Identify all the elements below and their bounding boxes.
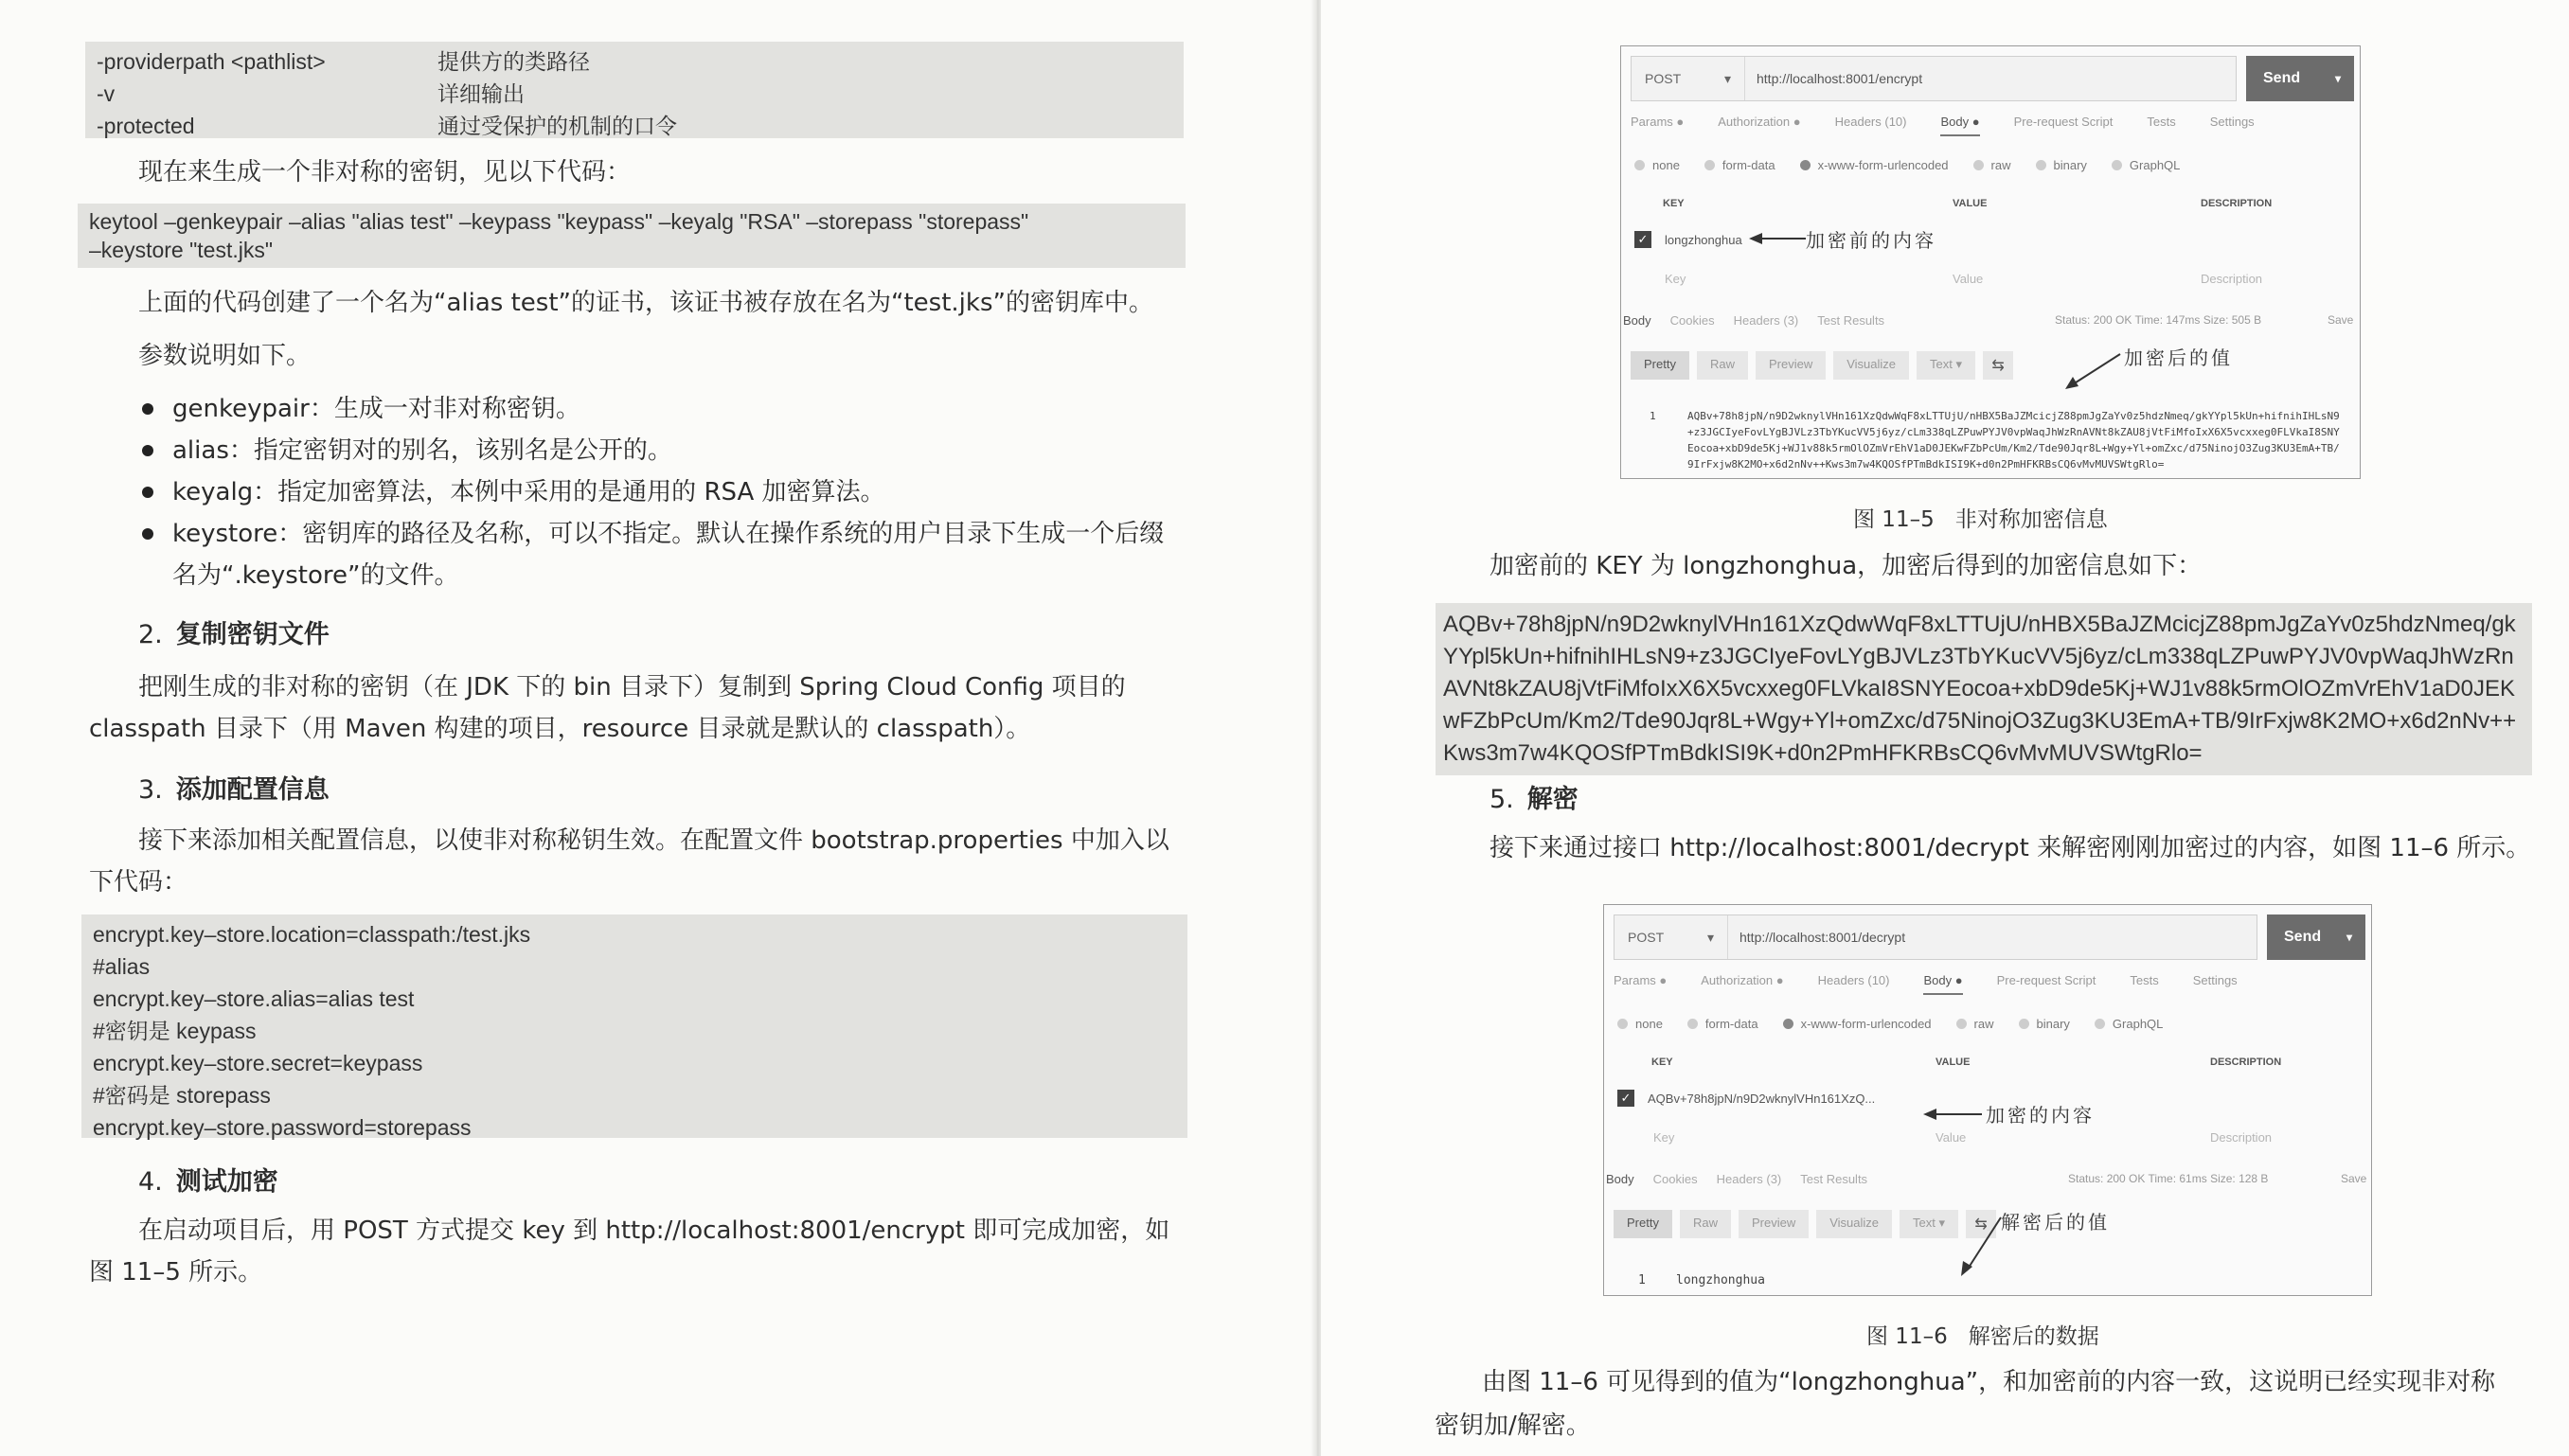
tab-pre-request-script[interactable]: Pre-request Script [1996, 973, 2096, 987]
radio-urlencoded[interactable]: x-www-form-urlencoded [1800, 158, 1949, 172]
radio-form-data[interactable]: form-data [1704, 158, 1775, 172]
send-button[interactable] [2267, 914, 2365, 960]
description-placeholder[interactable]: Description [2201, 272, 2263, 286]
column-header-value: VALUE [1936, 1056, 1971, 1068]
section-heading [138, 613, 330, 650]
radio-none[interactable]: none [1617, 1017, 1663, 1031]
paragraph: classpath 目录下（用 Maven 构建的项目，resource 目录就是默认的 classpath）。 [89, 715, 1031, 743]
list-item-text: keystore：密钥库的路径及名称，可以不指定。默认在操作系统的用户目录下生成一个后缀 [172, 520, 1165, 548]
option-flag: -v [97, 81, 116, 106]
paragraph: 下代码： [89, 868, 188, 897]
option-desc: 通过受保护的机制的口令 [437, 114, 677, 138]
radio-binary[interactable]: binary [2019, 1017, 2070, 1031]
tab-response-body[interactable]: Body [1606, 1172, 1634, 1186]
save-response-button[interactable]: Save [2328, 313, 2354, 327]
response-status: Status: 200 OK Time: 147ms Size: 505 B [2055, 313, 2262, 327]
figure-number: 图 11–6 [1866, 1324, 1948, 1349]
heading-text: 复制密钥文件 [175, 620, 330, 649]
keytool-code-block [78, 204, 1186, 268]
value-placeholder[interactable]: Value [1936, 1130, 1967, 1145]
method-select[interactable] [1632, 57, 1745, 100]
figure-caption [1853, 502, 2108, 533]
annotation-decrypted-value: 解密后的值 [2001, 1211, 2110, 1234]
request-tabs [1631, 115, 2289, 136]
format-select[interactable]: Text ▾ [1900, 1210, 1958, 1238]
paragraph: 由图 11–6 可见得到的值为“longzhonghua”，和加密前的内容一致，这说明已经实现非对称 [1482, 1368, 2496, 1396]
tab-test-results[interactable]: Test Results [1800, 1172, 1868, 1186]
annotation-encrypted-content: 加密的内容 [1986, 1104, 2095, 1127]
annotation-before-encryption: 加密前的内容 [1806, 229, 1936, 252]
tab-params[interactable]: Params ● [1614, 973, 1668, 987]
column-header-description: DESCRIPTION [2201, 198, 2273, 209]
response-status: Status: 200 OK Time: 61ms Size: 128 B [2068, 1172, 2269, 1185]
chevron-down-icon: ▾ [2334, 72, 2341, 85]
view-visualize[interactable]: Visualize [1816, 1210, 1892, 1238]
encrypted-text-block: AQBv+78h8jpN/n9D2wknylVHn161XzQdwWqF8xLTTUjU/nHBX5BaJZMcicjZ88pmJgZaYv0z5hdzNmeq/gkYYpl5kUn+hifnihIHLsN9+z3JGCIyeFovLYgBJVLz3TbYKucVV5j6yz/cLm338qLZPuwPYJV0vpWaqJhWzRnAVNt8kZAU8jVtFiMfoIxX6X5vcxxeg0FLVkaI8SNYEocoa+xbD9de5Kj+WJ1v88k5rmOlOZmVrEhV1aD0JEKwFZbPcUm/Km2/Tde90Jqr8L+Wgy+Yl+omZxc/d75NinojO3Zug3KU3EmA+TB/9IrFxjw8K2MO+x6d2nNv++Kws3m7w4KQOSfPTmBdkISI9K+d0n2PmHFKRBsCQ6vMvMUVSWtgRlo= [1436, 603, 2532, 775]
response-tabs [1606, 1172, 1886, 1186]
radio-raw[interactable]: raw [1956, 1017, 1994, 1031]
heading-number: 3. [138, 775, 163, 805]
tab-test-results[interactable]: Test Results [1817, 313, 1885, 328]
send-label: Send [2263, 70, 2301, 86]
tab-headers[interactable]: Headers (10) [1834, 115, 1907, 129]
list-item: genkeypair：生成一对非对称密钥。 [136, 388, 1164, 430]
method-label: POST [1628, 930, 1665, 945]
option-desc: 提供方的类路径 [437, 49, 590, 74]
checkbox-checked-icon[interactable]: ✓ [1634, 231, 1651, 248]
response-body [1650, 408, 2341, 472]
request-tabs [1614, 973, 2272, 995]
tab-body[interactable]: Body ● [1940, 115, 1979, 136]
heading-text: 测试加密 [175, 1167, 278, 1197]
tab-body[interactable]: Body ● [1923, 973, 1962, 995]
list-item: alias：指定密钥对的别名，该别名是公开的。 [136, 430, 1164, 471]
send-label: Send [2284, 929, 2322, 945]
option-flag: -protected [97, 114, 195, 138]
figure-number: 图 11–5 [1853, 507, 1935, 532]
url-bar [1631, 56, 2237, 101]
method-label: POST [1645, 71, 1682, 86]
heading-text: 解密 [1526, 785, 1579, 814]
tab-settings[interactable]: Settings [2209, 115, 2255, 129]
checkbox-checked-icon[interactable]: ✓ [1617, 1090, 1634, 1107]
tab-response-headers[interactable]: Headers (3) [1716, 1172, 1782, 1186]
tab-cookies[interactable]: Cookies [1669, 313, 1715, 328]
chevron-down-icon: ▾ [1706, 929, 1714, 945]
view-preview[interactable]: Preview [1739, 1210, 1809, 1238]
paragraph: 现在来生成一个非对称的密钥，见以下代码： [138, 158, 632, 186]
options-code-block [85, 42, 1184, 138]
code-line: #密钥是 keypass [93, 1019, 257, 1043]
code-line: encrypt.key–store.password=storepass [93, 1115, 472, 1140]
save-response-button[interactable]: Save [2341, 1172, 2367, 1185]
paragraph: 参数说明如下。 [138, 342, 312, 370]
param-key[interactable]: AQBv+78h8jpN/n9D2wknylVHn161XzQ... [1648, 1091, 1876, 1106]
parameter-list [136, 388, 1164, 596]
view-raw[interactable]: Raw [1680, 1210, 1731, 1238]
paragraph: 接下来添加相关配置信息，以使非对称秘钥生效。在配置文件 bootstrap.properties 中加入以 [138, 826, 1169, 855]
list-item [136, 513, 1164, 596]
code-line: encrypt.key–store.alias=alias test [93, 986, 415, 1011]
paragraph: 密钥加/解密。 [1435, 1412, 1591, 1440]
arrow-icon [1959, 1216, 2003, 1278]
chevron-down-icon: ▾ [2346, 931, 2352, 944]
tab-settings[interactable]: Settings [2192, 973, 2238, 987]
section-heading [138, 769, 330, 806]
key-value-row [1617, 1090, 1875, 1107]
code-line: keytool –genkeypair –alias "alias test" –keypass "keypass" –keyalg "RSA" –storepass "storepass" [89, 209, 1029, 234]
body-type-radios [1617, 1017, 2187, 1031]
tab-response-headers[interactable]: Headers (3) [1733, 313, 1799, 328]
response-text: longzhonghua [1676, 1273, 1765, 1287]
key-placeholder[interactable]: Key [1665, 272, 1686, 286]
body-type-radios [1634, 158, 2204, 172]
key-placeholder[interactable]: Key [1653, 1130, 1675, 1145]
radio-none[interactable]: none [1634, 158, 1680, 172]
value-placeholder[interactable]: Value [1953, 272, 1984, 286]
radio-form-data[interactable]: form-data [1687, 1017, 1758, 1031]
tab-authorization[interactable]: Authorization ● [1701, 973, 1784, 987]
code-line: #alias [93, 954, 151, 979]
view-preview[interactable]: Preview [1756, 351, 1826, 380]
arrow-icon [1749, 232, 1808, 245]
code-line: #密码是 storepass [93, 1083, 271, 1108]
column-header-description: DESCRIPTION [2210, 1056, 2282, 1068]
response-view-bar [1631, 351, 2021, 380]
send-button[interactable] [2246, 56, 2354, 101]
view-raw[interactable]: Raw [1697, 351, 1748, 380]
radio-graphql[interactable]: GraphQL [2095, 1017, 2163, 1031]
option-row [97, 110, 1172, 142]
option-row [97, 45, 1172, 78]
url-input[interactable]: http://localhost:8001/encrypt [1757, 71, 1923, 86]
radio-binary[interactable]: binary [2036, 158, 2087, 172]
tab-response-body[interactable]: Body [1623, 313, 1651, 328]
code-line: encrypt.key–store.location=classpath:/test.jks [93, 922, 531, 947]
wrap-lines-icon[interactable]: ⇆ [1966, 1210, 1996, 1238]
section-heading [1490, 778, 1579, 815]
description-placeholder[interactable]: Description [2210, 1130, 2273, 1145]
tab-authorization[interactable]: Authorization ● [1718, 115, 1801, 129]
radio-raw[interactable]: raw [1973, 158, 2011, 172]
chevron-down-icon: ▾ [1723, 70, 1731, 86]
response-body [1638, 1272, 1765, 1288]
response-text: AQBv+78h8jpN/n9D2wknylVHn161XzQdwWqF8xLTTUjU/nHBX5BaJZMcicjZ88pmJgZaYv0z5hdzNmeq/gkYYpl5kUn+hifnihIHLsN9+z3JGCIyeFovLYgBJVLz3TbYKucVV5j6yz/cLm338qLZPuwPYJV0vpWaqJhWzRnAVNt8kZAU8jVtFiMfoIxX6X5vcxxeg0FLVkaI8SNYEocoa+xbD9de5Kj+WJ1v88k5rmOlOZmVrEhV1aD0JEKwFZbPcUm/Km2/Tde90Jqr8L+Wgy+Yl+omZxc/d75NinojO3Zug3KU3EmA+TB/9IrFxjw8K2MO+x6d2nNv++Kws3m7w4KQOSfPTmBdkISI9K+d0n2PmHFKRBsCQ6vMvMUVSWtgRlo= [1687, 410, 2340, 471]
column-header-value: VALUE [1953, 198, 1988, 209]
line-number: 1 [1638, 1273, 1646, 1287]
tab-pre-request-script[interactable]: Pre-request Script [2013, 115, 2114, 129]
response-view-bar [1614, 1210, 2004, 1238]
wrap-lines-icon[interactable]: ⇆ [1983, 351, 2013, 380]
section-heading [138, 1161, 278, 1198]
column-header-key: KEY [1663, 198, 1685, 209]
paragraph: 在启动项目后，用 POST 方式提交 key 到 http://localhost:8001/encrypt 即可完成加密，如 [138, 1216, 1170, 1245]
paragraph: 上面的代码创建了一个名为“alias test”的证书，该证书被存放在名为“test.jks”的密钥库中。 [138, 289, 1153, 317]
column-header-key: KEY [1651, 1056, 1673, 1068]
right-page [1321, 0, 2569, 1456]
annotation-encrypted-value: 加密后的值 [2124, 346, 2233, 369]
config-code-block [81, 914, 1187, 1138]
key-value-row [1634, 231, 1742, 248]
paragraph: 图 11–5 所示。 [89, 1258, 263, 1287]
tab-params[interactable]: Params ● [1631, 115, 1685, 129]
radio-urlencoded[interactable]: x-www-form-urlencoded [1783, 1017, 1932, 1031]
heading-text: 添加配置信息 [175, 775, 330, 805]
method-select[interactable] [1615, 915, 1728, 959]
view-pretty[interactable]: Pretty [1614, 1210, 1672, 1238]
postman-encrypt-screenshot [1620, 45, 2361, 479]
paragraph: 把刚生成的非对称的密钥（在 JDK 下的 bin 目录下）复制到 Spring Cloud Config 项目的 [138, 673, 1126, 701]
arrow-icon [2063, 352, 2122, 390]
format-select[interactable]: Text ▾ [1917, 351, 1975, 380]
view-visualize[interactable]: Visualize [1833, 351, 1909, 380]
heading-number: 5. [1490, 785, 1514, 814]
figure-title: 非对称加密信息 [1954, 507, 2108, 532]
url-bar [1614, 914, 2257, 960]
tab-cookies[interactable]: Cookies [1652, 1172, 1698, 1186]
option-row [97, 78, 1172, 110]
heading-number: 2. [138, 620, 163, 649]
figure-title: 解密后的数据 [1968, 1324, 2099, 1349]
tab-headers[interactable]: Headers (10) [1817, 973, 1890, 987]
response-tabs [1623, 313, 1903, 328]
line-number: 1 [1650, 410, 1656, 422]
list-item: keyalg：指定加密算法，本例中采用的是通用的 RSA 加密算法。 [136, 471, 1164, 513]
paragraph: 接下来通过接口 http://localhost:8001/decrypt 来解密刚刚加密过的内容，如图 11–6 所示。 [1490, 834, 2531, 862]
view-pretty[interactable]: Pretty [1631, 351, 1689, 380]
list-item-continuation: 名为“.keystore”的文件。 [172, 561, 459, 590]
param-key[interactable]: longzhonghua [1665, 232, 1742, 247]
option-flag: -providerpath <pathlist> [97, 49, 326, 74]
figure-caption [1866, 1319, 2099, 1350]
paragraph: 加密前的 KEY 为 longzhonghua，加密后得到的加密信息如下： [1490, 552, 2203, 580]
code-line: encrypt.key–store.secret=keypass [93, 1051, 423, 1075]
code-line: –keystore "test.jks" [89, 238, 274, 262]
url-input[interactable]: http://localhost:8001/decrypt [1739, 930, 1906, 945]
arrow-icon [1923, 1108, 1984, 1121]
tab-tests[interactable]: Tests [2130, 973, 2159, 987]
tab-tests[interactable]: Tests [2147, 115, 2176, 129]
heading-number: 4. [138, 1167, 163, 1197]
radio-graphql[interactable]: GraphQL [2112, 158, 2180, 172]
option-desc: 详细输出 [437, 81, 525, 106]
